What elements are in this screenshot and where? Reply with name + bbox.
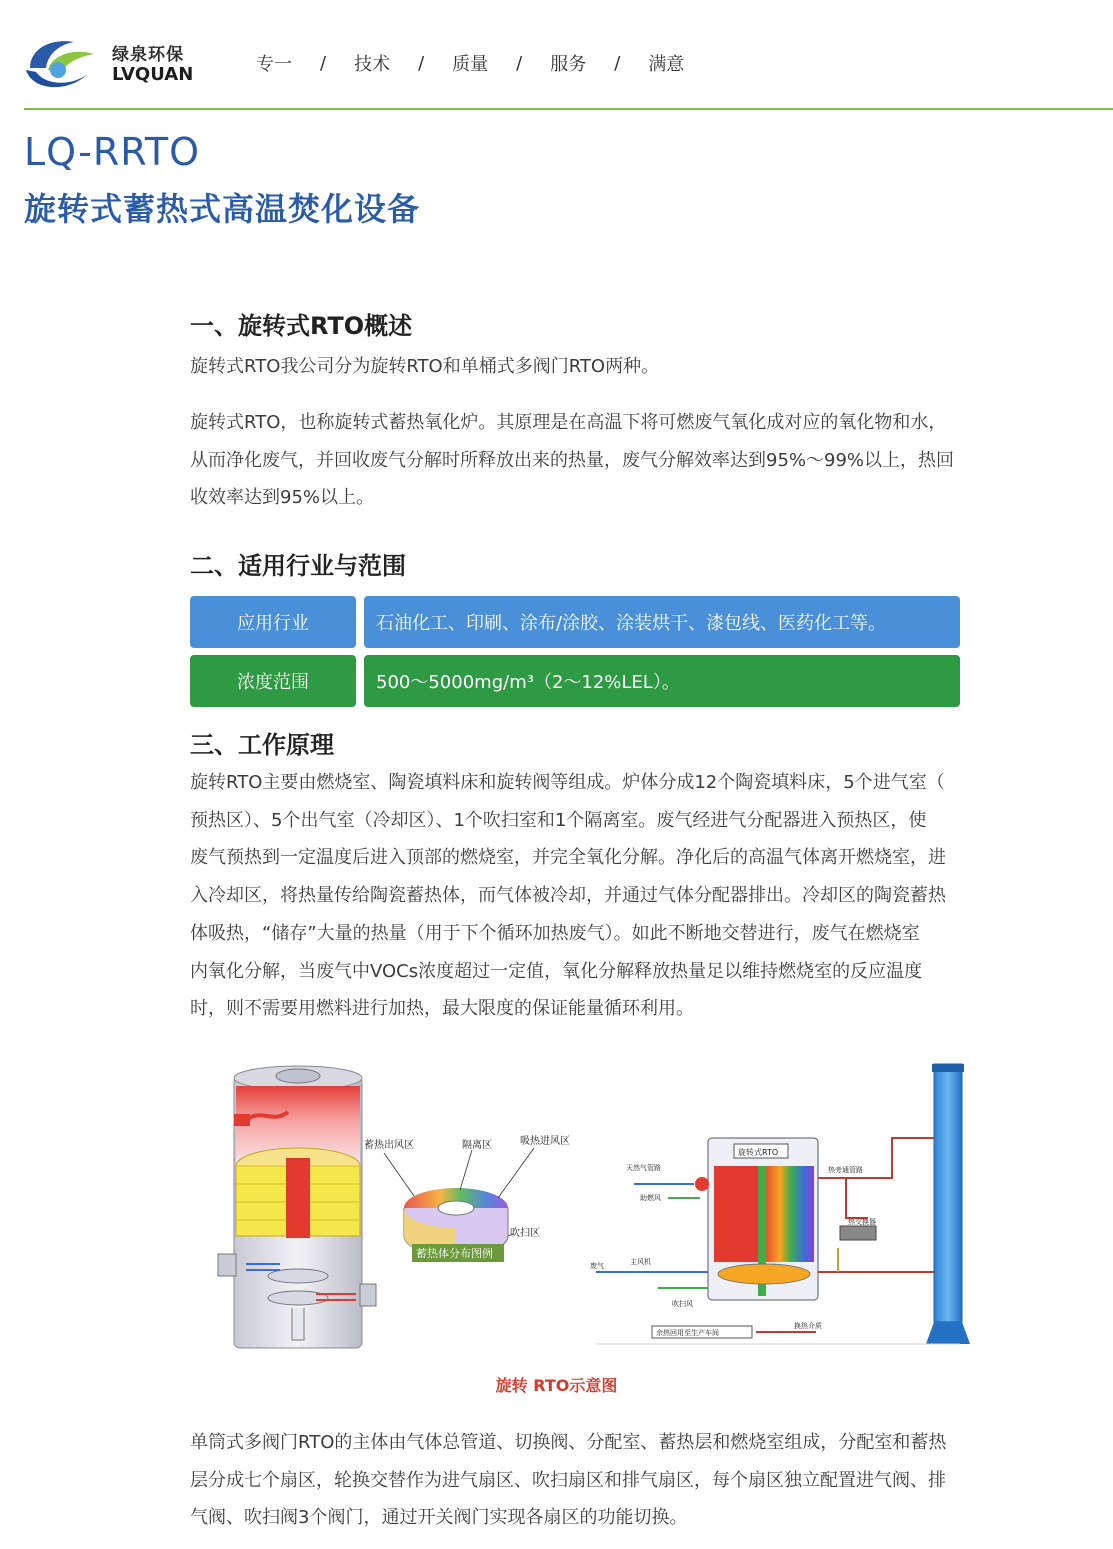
- text-line: 预热区）、5个出气室（冷却区）、1个吹扫室和1个隔离室。废气经进气分配器进入预热区，使: [190, 809, 927, 831]
- nav-item-service[interactable]: 服务: [550, 54, 587, 75]
- figure-caption: 旋转 RTO示意图: [495, 1376, 618, 1395]
- label-inlet-zone: 吸热进风区: [520, 1136, 570, 1147]
- text-line: 气阀、吹扫阀3个阀门，通过开关阀门实现各扇区的功能切换。: [190, 1507, 688, 1529]
- label-gas-pipe: 天然气管路: [626, 1164, 661, 1172]
- label-flow-title: 旋转式RTO: [738, 1148, 779, 1157]
- text-line: 内氧化分解，当废气中VOCs浓度超过一定值，氧化分解释放热量足以维持燃烧室的反应温度: [190, 960, 923, 982]
- rto-diagram: [216, 1058, 976, 1350]
- label-purge-zone: 吹扫区: [510, 1228, 540, 1239]
- product-name: 旋转式蓄热式高温焚化设备: [24, 190, 421, 228]
- label-heat-exchanger: 热交换器: [848, 1218, 876, 1226]
- nav-item-quality[interactable]: 质量: [452, 54, 489, 75]
- scope-label: 应用行业: [190, 596, 356, 648]
- label-waste-gas: 废气: [590, 1262, 604, 1270]
- nav-separator: /: [516, 52, 523, 74]
- process-flow-illustration: [590, 1064, 970, 1344]
- text-line: 入冷却区，将热量传给陶瓷蓄热体，而气体被冷却，并通过气体分配器排出。冷却区的陶瓷蓄热: [190, 885, 946, 907]
- section-heading-overview: 一、旋转式RTO概述: [190, 312, 413, 340]
- overview-paragraph-1: 旋转式RTO我公司分为旋转RTO和单桶式多阀门RTO两种。: [190, 356, 660, 377]
- text-line: 从而净化废气，并回收废气分解时所释放出来的热量，废气分解效率达到95%～99%以上，热回: [190, 449, 955, 471]
- regenerator-distribution-illustration: [364, 1134, 570, 1262]
- scope-label: 浓度范围: [190, 655, 356, 707]
- label-distribution-legend: 蓄热体分布图例: [416, 1247, 493, 1260]
- nav-item-technology[interactable]: 技术: [354, 54, 391, 75]
- text-line: 收效率达到95%以上。: [190, 487, 375, 509]
- scope-value: 石油化工、印刷、涂布/涂胶、涂装烘干、漆包线、医药化工等。: [364, 596, 960, 648]
- label-isolation-zone: 隔离区: [462, 1140, 492, 1151]
- label-purge-air: 吹扫风: [672, 1300, 693, 1308]
- scope-value: 500～5000mg/m³（2～12%LEL）。: [364, 655, 960, 707]
- label-bypass-pipe: 热旁通管路: [828, 1166, 863, 1174]
- scope-row-industry: [190, 596, 960, 648]
- site-header: [0, 0, 1113, 110]
- text-line: 时，则不需要用燃料进行加热，最大限度的保证能量循环利用。: [190, 998, 694, 1020]
- brand-name-cn: 绿泉环保: [112, 45, 184, 65]
- text-line: 旋转RTO主要由燃烧室、陶瓷填料床和旋转阀等组成。炉体分成12个陶瓷填料床，5个进气室（: [190, 772, 945, 793]
- section-heading-principle: 三、工作原理: [190, 731, 334, 759]
- brand-logo-icon: [22, 34, 102, 94]
- rto-vessel-illustration: [218, 1066, 376, 1348]
- text-line: 单筒式多阀门RTO的主体由气体总管道、切换阀、分配室、蓄热层和燃烧室组成，分配室和蓄热: [190, 1432, 947, 1453]
- text-line: 层分成七个扇区，轮换交替作为进气扇区、吹扫扇区和排气扇区，每个扇区独立配置进气阀、排: [190, 1469, 946, 1491]
- label-main-fan: 主风机: [630, 1258, 651, 1266]
- header-divider: [24, 108, 1113, 110]
- label-heat-recovery: 余热回用至生产车间: [656, 1329, 719, 1337]
- nav-item-satisfaction[interactable]: 满意: [648, 54, 685, 75]
- scope-row-concentration: [190, 655, 960, 707]
- principle-paragraph: [190, 764, 990, 1028]
- rto-diagram-svg: [216, 1058, 976, 1350]
- label-combustion-air: 助燃风: [640, 1194, 661, 1202]
- main-nav: [256, 50, 684, 76]
- nav-separator: /: [614, 52, 621, 74]
- nav-separator: /: [418, 52, 425, 74]
- nav-item-focus[interactable]: 专一: [256, 54, 292, 75]
- product-model: LQ-RRTO: [24, 130, 201, 174]
- leader-line: [498, 1148, 534, 1198]
- overview-paragraph-2: [190, 404, 990, 517]
- text-line: 旋转式RTO，也称旋转式蓄热氧化炉。其原理是在高温下将可燃废气氧化成对应的氧化物和水，: [190, 412, 947, 433]
- section-heading-scope: 二、适用行业与范围: [190, 552, 406, 580]
- label-outlet-zone: 蓄热出风区: [364, 1140, 414, 1151]
- brand-logo[interactable]: [22, 34, 202, 94]
- leader-line: [384, 1153, 414, 1196]
- label-heat-medium: 换热介质: [794, 1322, 822, 1330]
- text-line: 废气预热到一定温度后进入顶部的燃烧室，并完全氧化分解。净化后的高温气体离开燃烧室，进: [190, 847, 946, 869]
- leader-line: [460, 1150, 472, 1190]
- text-line: 体吸热，“储存”大量的热量（用于下个循环加热废气）。如此不断地交替进行，废气在燃烧室: [190, 922, 920, 944]
- brand-name-en: LVQUAN: [112, 64, 194, 85]
- single-chamber-paragraph: [190, 1424, 990, 1537]
- nav-separator: /: [320, 52, 327, 74]
